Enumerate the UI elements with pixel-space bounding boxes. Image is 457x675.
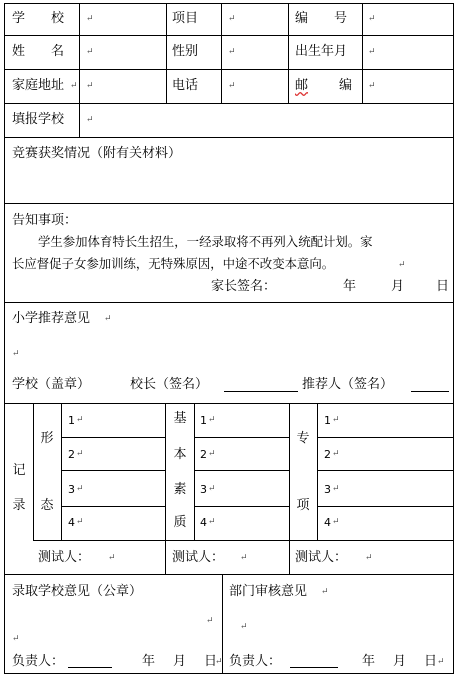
return-mark: ↵ bbox=[332, 484, 340, 494]
rule bbox=[61, 470, 165, 471]
return-mark: ↵ bbox=[12, 349, 20, 359]
rule bbox=[194, 470, 289, 471]
record-label-2: 录 bbox=[12, 498, 26, 513]
address-label: 家庭地址 bbox=[12, 78, 65, 93]
rule bbox=[33, 403, 34, 540]
return-mark: ↵ bbox=[104, 314, 112, 324]
return-mark: ↵ bbox=[365, 553, 373, 563]
rule bbox=[194, 506, 289, 507]
gender-label: 性别 bbox=[172, 44, 199, 59]
tester-label-shape: 测试人： bbox=[38, 550, 91, 565]
department-year: 年 bbox=[362, 654, 376, 669]
return-mark: ↵ bbox=[76, 484, 84, 494]
special-label-1: 专 bbox=[296, 431, 310, 446]
return-mark: ↵ bbox=[208, 415, 216, 425]
return-mark: ↵ bbox=[368, 81, 376, 91]
return-mark: ↵ bbox=[70, 81, 78, 91]
return-mark: ↵ bbox=[108, 553, 116, 563]
return-mark: ↵ bbox=[76, 517, 84, 527]
rule bbox=[4, 302, 454, 303]
rule bbox=[4, 203, 454, 204]
tester-label-basic: 测试人： bbox=[172, 550, 225, 565]
return-mark: ↵ bbox=[86, 47, 94, 57]
rule bbox=[4, 137, 454, 138]
special-row-2: 2 bbox=[324, 448, 331, 461]
rule bbox=[317, 437, 454, 438]
rule bbox=[289, 403, 290, 574]
primary-recommend-title: 小学推荐意见 bbox=[12, 311, 91, 326]
department-day: 日 bbox=[424, 654, 438, 669]
parent-sign-year: 年 bbox=[343, 279, 357, 294]
admission-opinion-title: 录取学校意见（公章） bbox=[12, 584, 143, 599]
awards-title: 竞赛获奖情况（附有关材料） bbox=[12, 146, 182, 161]
department-month: 月 bbox=[393, 654, 407, 669]
phone-label: 电话 bbox=[172, 78, 199, 93]
shape-row-1: 1 bbox=[68, 414, 75, 427]
school-seal-label: 学校（盖章） bbox=[12, 377, 91, 392]
return-mark: ↵ bbox=[208, 517, 216, 527]
tester-label-special: 测试人： bbox=[295, 550, 348, 565]
basic-label-2: 本 bbox=[173, 447, 187, 462]
border-top bbox=[4, 3, 454, 4]
return-mark: ↵ bbox=[12, 634, 20, 644]
rule bbox=[79, 3, 80, 137]
return-mark: ↵ bbox=[228, 14, 236, 24]
rule bbox=[194, 437, 289, 438]
notice-line-1: 学生参加体育特长生招生，一经录取将不再列入统配计划。家 bbox=[38, 234, 373, 249]
project-label: 项目 bbox=[172, 11, 199, 26]
return-mark: ↵ bbox=[332, 449, 340, 459]
return-mark: ↵ bbox=[368, 47, 376, 57]
rule bbox=[61, 506, 165, 507]
principal-signature-label: 校长（签名） bbox=[130, 377, 209, 392]
basic-row-4: 4 bbox=[200, 516, 207, 529]
department-opinion-title: 部门审核意见 bbox=[229, 584, 308, 599]
return-mark: ↵ bbox=[228, 81, 236, 91]
basic-label-1: 基 bbox=[173, 411, 187, 426]
basic-label-3: 素 bbox=[173, 482, 187, 497]
school-label: 学 校 bbox=[12, 11, 65, 26]
recommender-signature-line bbox=[411, 391, 449, 392]
parent-sign-month: 月 bbox=[391, 279, 405, 294]
return-mark: ↵ bbox=[437, 657, 445, 667]
shape-label-2: 态 bbox=[40, 498, 54, 513]
admission-year: 年 bbox=[142, 654, 156, 669]
rule bbox=[288, 3, 289, 103]
return-mark: ↵ bbox=[240, 553, 248, 563]
shape-row-3: 3 bbox=[68, 483, 75, 496]
return-mark: ↵ bbox=[86, 14, 94, 24]
notice-title: 告知事项： bbox=[12, 213, 78, 228]
return-mark: ↵ bbox=[215, 657, 223, 667]
admission-responsible-label: 负责人： bbox=[12, 654, 65, 669]
name-label: 姓 名 bbox=[12, 44, 65, 59]
number-label: 编 号 bbox=[295, 11, 348, 26]
admission-responsible-line bbox=[68, 667, 112, 668]
special-row-1: 1 bbox=[324, 414, 331, 427]
rule bbox=[61, 437, 165, 438]
return-mark: ↵ bbox=[76, 449, 84, 459]
return-mark: ↵ bbox=[332, 517, 340, 527]
return-mark: ↵ bbox=[332, 415, 340, 425]
shape-label-1: 形 bbox=[40, 431, 54, 446]
basic-row-3: 3 bbox=[200, 483, 207, 496]
department-responsible-label: 负责人： bbox=[229, 654, 282, 669]
admission-month: 月 bbox=[173, 654, 187, 669]
rule bbox=[4, 35, 454, 36]
return-mark: ↵ bbox=[206, 616, 214, 626]
return-mark: ↵ bbox=[240, 622, 248, 632]
rule bbox=[4, 103, 454, 104]
parent-signature-label: 家长签名： bbox=[211, 279, 277, 294]
rule bbox=[317, 403, 318, 540]
rule bbox=[362, 3, 363, 103]
notice-line-2: 长应督促子女参加训练，无特殊原因，中途不改变本意向。 bbox=[12, 256, 335, 271]
return-mark: ↵ bbox=[208, 484, 216, 494]
postal-label-a: 邮 bbox=[295, 78, 309, 93]
border-bottom bbox=[4, 673, 454, 674]
return-mark: ↵ bbox=[398, 260, 406, 270]
rule bbox=[194, 403, 195, 540]
special-label-2: 项 bbox=[296, 498, 310, 513]
rule bbox=[4, 69, 454, 70]
birth-label: 出生年月 bbox=[295, 44, 348, 59]
admission-day: 日 bbox=[204, 654, 218, 669]
shape-row-4: 4 bbox=[68, 516, 75, 529]
return-mark: ↵ bbox=[228, 47, 236, 57]
special-row-3: 3 bbox=[324, 483, 331, 496]
return-mark: ↵ bbox=[208, 449, 216, 459]
department-responsible-line bbox=[290, 667, 338, 668]
basic-row-2: 2 bbox=[200, 448, 207, 461]
rule bbox=[317, 506, 454, 507]
parent-sign-day: 日 bbox=[436, 279, 450, 294]
report-school-label: 填报学校 bbox=[12, 112, 65, 127]
record-label-1: 记 bbox=[12, 463, 26, 478]
principal-signature-line bbox=[224, 391, 298, 392]
postal-label-b: 编 bbox=[339, 78, 353, 93]
return-mark: ↵ bbox=[86, 115, 94, 125]
return-mark: ↵ bbox=[321, 587, 329, 597]
basic-label-4: 质 bbox=[173, 515, 187, 530]
return-mark: ↵ bbox=[86, 81, 94, 91]
rule bbox=[4, 574, 454, 575]
return-mark: ↵ bbox=[368, 14, 376, 24]
shape-row-2: 2 bbox=[68, 448, 75, 461]
rule bbox=[61, 403, 62, 540]
rule bbox=[4, 403, 454, 404]
recommender-signature-label: 推荐人（签名） bbox=[302, 377, 394, 392]
rule bbox=[165, 403, 166, 574]
basic-row-1: 1 bbox=[200, 414, 207, 427]
return-mark: ↵ bbox=[76, 415, 84, 425]
special-row-4: 4 bbox=[324, 516, 331, 529]
rule bbox=[33, 540, 454, 541]
rule bbox=[317, 470, 454, 471]
rule bbox=[166, 3, 167, 103]
rule bbox=[221, 3, 222, 103]
